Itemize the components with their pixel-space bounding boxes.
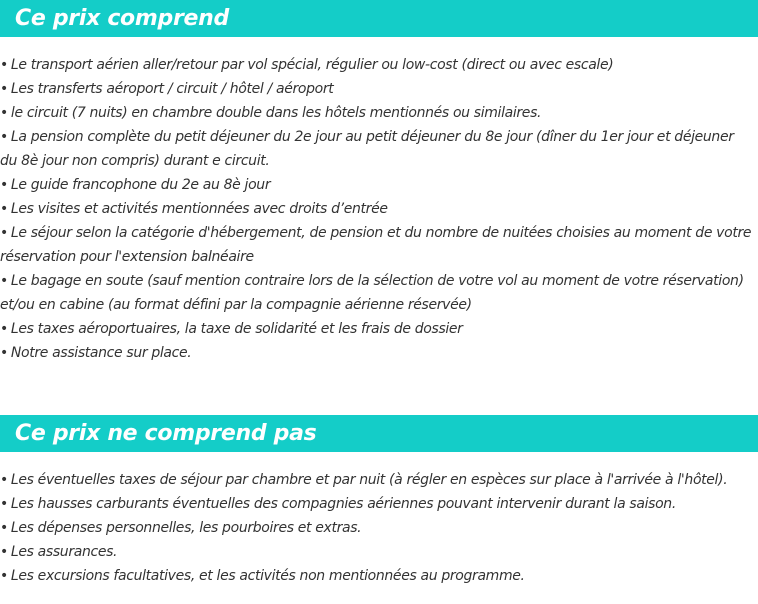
list-item <box>0 221 752 269</box>
list-item-text: La pension complète du petit déjeuner du 2e jour au petit déjeuner du 8e jour (dîner du 1er jour et déjeuner du 8è jour non compris) durant e circuit. <box>0 129 734 169</box>
list-item <box>0 492 752 516</box>
bullet-icon: • <box>0 496 8 512</box>
list-item-text: Le bagage en soute (sauf mention contraire lors de la sélection de votre vol au moment de votre réservation) et/ou en cabine (au format défini par la compagnie aérienne réservée) <box>0 273 744 313</box>
list-item <box>0 125 752 173</box>
bullet-icon: • <box>0 273 8 289</box>
list-item <box>0 173 752 197</box>
list-item <box>0 101 752 125</box>
list-item <box>0 516 752 540</box>
list-item <box>0 197 752 221</box>
bullet-icon: • <box>0 520 8 536</box>
list-item-text: Les hausses carburants éventuelles des compagnies aériennes pouvant intervenir durant la saison. <box>10 496 676 512</box>
list-item <box>0 77 752 101</box>
included-section-title: Ce prix comprend <box>0 0 758 37</box>
list-item-text: Les transferts aéroport / circuit / hôtel / aéroport <box>10 81 334 97</box>
excluded-items-list <box>0 468 752 588</box>
list-item <box>0 564 752 588</box>
bullet-icon: • <box>0 321 8 337</box>
list-item-text: Les éventuelles taxes de séjour par chambre et par nuit (à régler en espèces sur place à l'arrivée à l'hôtel). <box>10 472 728 488</box>
bullet-icon: • <box>0 177 8 193</box>
included-items-list <box>0 53 752 365</box>
list-item <box>0 53 752 77</box>
bullet-icon: • <box>0 129 8 145</box>
list-item-text: Les taxes aéroportuaires, la taxe de solidarité et les frais de dossier <box>10 321 463 337</box>
list-item-text: le circuit (7 nuits) en chambre double dans les hôtels mentionnés ou similaires. <box>10 105 542 121</box>
bullet-icon: • <box>0 57 8 73</box>
excluded-section-title: Ce prix ne comprend pas <box>0 415 758 452</box>
list-item-text: Les excursions facultatives, et les activités non mentionnées au programme. <box>10 568 525 584</box>
bullet-icon: • <box>0 225 8 241</box>
list-item-text: Le guide francophone du 2e au 8è jour <box>10 177 271 193</box>
bullet-icon: • <box>0 472 8 488</box>
list-item-text: Les dépenses personnelles, les pourboires et extras. <box>10 520 362 536</box>
list-item <box>0 341 752 365</box>
bullet-icon: • <box>0 201 8 217</box>
list-item-text: Les assurances. <box>10 544 118 560</box>
bullet-icon: • <box>0 105 8 121</box>
bullet-icon: • <box>0 568 8 584</box>
bullet-icon: • <box>0 345 8 361</box>
bullet-icon: • <box>0 81 8 97</box>
list-item-text: Les visites et activités mentionnées avec droits d’entrée <box>10 201 388 217</box>
list-item <box>0 540 752 564</box>
list-item-text: Notre assistance sur place. <box>10 345 192 361</box>
list-item <box>0 269 752 317</box>
list-item-text: Le transport aérien aller/retour par vol spécial, régulier ou low-cost (direct ou avec escale) <box>10 57 614 73</box>
list-item-text: Le séjour selon la catégorie d'hébergement, de pension et du nombre de nuitées choisies au moment de votre réservation pour l'extension balnéaire <box>0 225 752 265</box>
list-item <box>0 317 752 341</box>
list-item <box>0 468 752 492</box>
bullet-icon: • <box>0 544 8 560</box>
